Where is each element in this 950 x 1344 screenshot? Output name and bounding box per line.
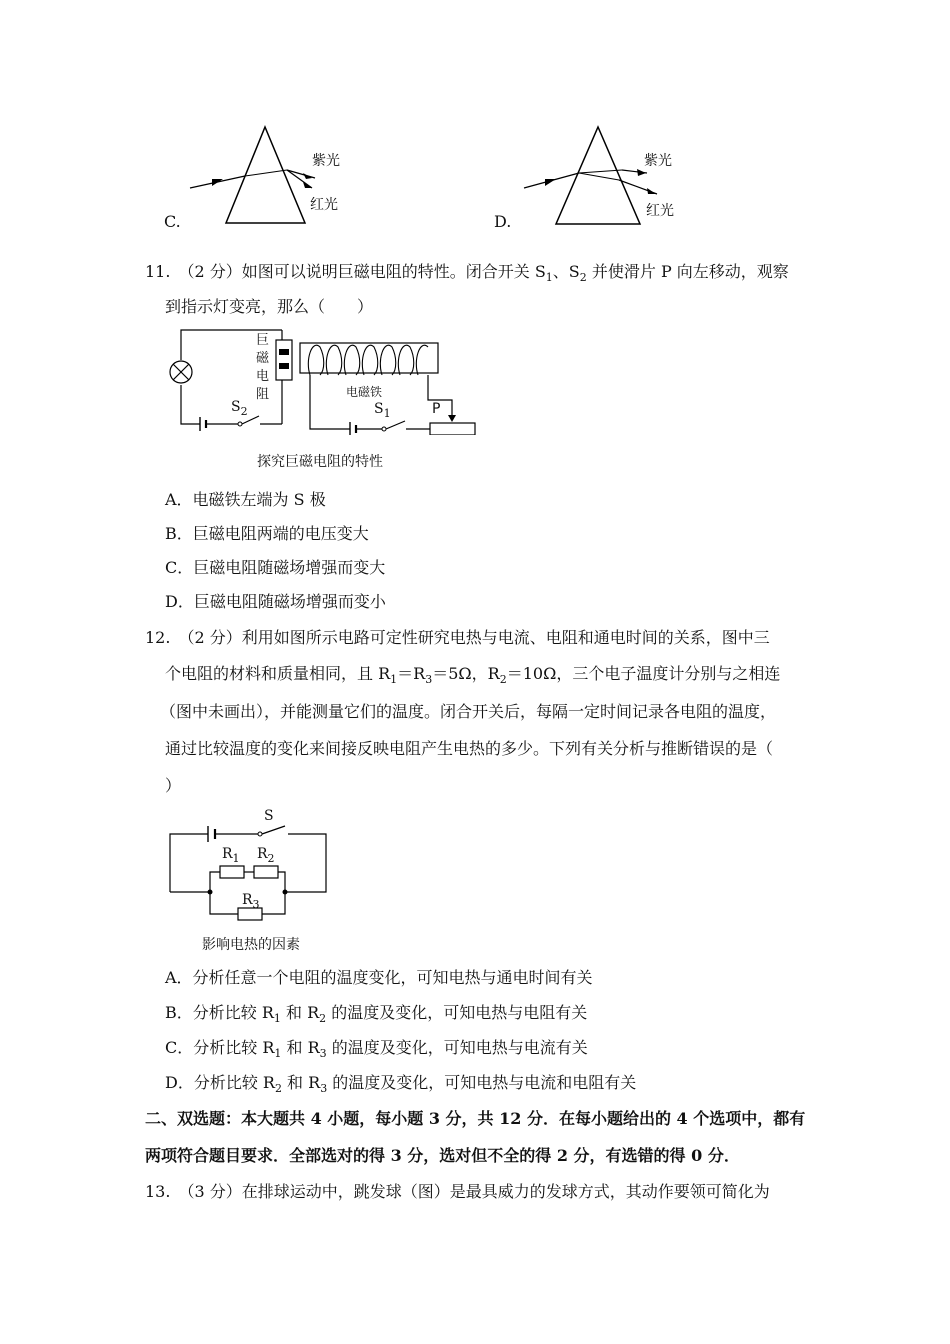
q12-stem-line4: 通过比较温度的变化来间接反映电阻产生电热的多少。下列有关分析与推断错误的是（	[165, 739, 774, 758]
slider-p-label: P	[432, 401, 441, 417]
prism-c-letter: C.	[164, 212, 181, 231]
heat-circuit-diagram	[160, 806, 360, 924]
gmr-label-char-4: 阻	[256, 387, 270, 402]
q11-stem-line1: 11. （2 分）如图可以说明巨磁电阻的特性。闭合开关 $S_1$、$S_2$ 并使滑片 P 向左移动，观察	[145, 262, 789, 285]
gmr-circuit-diagram	[160, 325, 490, 435]
prism-d-purple-label: 紫光	[644, 153, 672, 169]
prism-d-diagram	[492, 118, 692, 238]
prism-c-purple-label: 紫光	[312, 153, 340, 169]
q11-stem-line2: 到指示灯变亮，那么（ ）	[165, 297, 374, 316]
prism-c-red-label: 红光	[310, 197, 338, 213]
q11-option-b[interactable]: B．巨磁电阻两端的电压变大	[165, 524, 369, 543]
q12-number: 12.	[145, 628, 171, 647]
q13-stem: 13. （3 分）在排球运动中，跳发球（图）是最具威力的发球方式，其动作要领可简化为	[145, 1182, 770, 1201]
q13-score: （3 分）	[178, 1182, 242, 1201]
q11-number: 11.	[145, 262, 171, 281]
gmr-label-char-2: 磁	[256, 351, 270, 366]
section2-heading-line2: 两项符合题目要求．全部选对的得 3 分，选对但不全的得 2 分，有选错的得 0 分．	[145, 1146, 740, 1165]
q11-option-c[interactable]: C．巨磁电阻随磁场增强而变大	[165, 558, 386, 577]
switch-s2-label: $S_2$	[231, 399, 248, 418]
q11-figure	[160, 325, 490, 475]
q12-score: （2 分）	[178, 628, 242, 647]
resistor-r2-label: $R_2$	[257, 846, 275, 865]
q12-stem-line5: ）	[165, 776, 182, 795]
switch-s1-label: $S_1$	[374, 401, 391, 420]
q11-option-d[interactable]: D．巨磁电阻随磁场增强而变小	[165, 592, 386, 611]
q12-option-b[interactable]: B．分析比较 $R_1$ 和 $R_2$ 的温度及变化，可知电热与电阻有关	[165, 1003, 588, 1026]
prism-d-red-label: 红光	[646, 203, 674, 219]
q11-option-a[interactable]: A．电磁铁左端为 S 极	[165, 490, 326, 509]
q12-option-a[interactable]: A．分析任意一个电阻的温度变化，可知电热与通电时间有关	[165, 968, 593, 987]
q12-option-d[interactable]: D．分析比较 $R_2$ 和 $R_3$ 的温度及变化，可知电热与电流和电阻有关	[165, 1073, 637, 1096]
section2-heading-line1: 二、双选题：本大题共 4 小题，每小题 3 分，共 12 分．在每小题给出的 4 个选项中，都有	[145, 1109, 806, 1128]
prism-option-c	[160, 118, 360, 238]
q12-figure	[160, 806, 360, 956]
q12-stem-line1: 12. （2 分）利用如图所示电路可定性研究电热与电流、电阻和通电时间的关系，图中三	[145, 628, 770, 647]
electromagnet-label: 电磁铁	[346, 385, 383, 399]
q11-figure-caption: 探究巨磁电阻的特性	[257, 454, 383, 470]
q12-figure-caption: 影响电热的因素	[202, 937, 300, 953]
q13-number: 13.	[145, 1182, 171, 1201]
prism-option-d	[492, 118, 692, 238]
q11-score: （2 分）	[178, 262, 242, 281]
prism-d-letter: D.	[494, 212, 512, 231]
q12-stem-line3: （图中未画出），并能测量它们的温度。闭合开关后，每隔一定时间记录各电阻的温度，	[160, 702, 777, 721]
q12-stem-line2: 个电阻的材料和质量相同，且 $R_1=R_3=5\Omega$，$R_2=10\Omega$，三个电子温度计分别与之相连	[165, 664, 781, 687]
resistor-r1-label: $R_1$	[222, 846, 240, 865]
resistor-r3-label: $R_3$	[242, 892, 260, 911]
prism-c-diagram	[160, 118, 360, 238]
gmr-label-char-3: 电	[256, 369, 270, 384]
gmr-label-char-1: 巨	[256, 333, 270, 348]
q12-option-c[interactable]: C．分析比较 $R_1$ 和 $R_3$ 的温度及变化，可知电热与电流有关	[165, 1038, 588, 1061]
switch-s-label: S	[264, 808, 274, 824]
